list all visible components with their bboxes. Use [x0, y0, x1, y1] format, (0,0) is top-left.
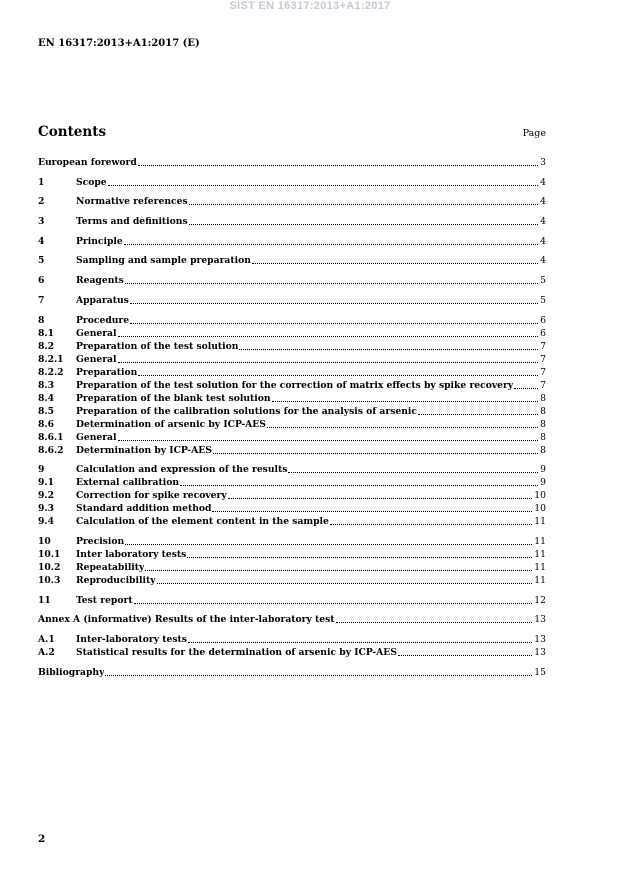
toc-entry-title: Correction for spike recovery — [76, 490, 227, 502]
toc-entry-page: 13 — [534, 633, 546, 645]
toc-leader-dots — [212, 510, 532, 512]
toc-entry-number: 10.1 — [38, 548, 61, 560]
toc-entry-number: 8.2.2 — [38, 366, 64, 378]
toc-entry-number: 2 — [38, 196, 45, 208]
toc-entry-page: 4 — [540, 216, 546, 228]
toc-leader-dots — [145, 569, 532, 571]
toc-entry-title: European foreword — [38, 157, 137, 168]
toc-entry-title: Apparatus — [76, 294, 129, 306]
toc-entry-number: A.1 — [38, 633, 55, 645]
toc-entry-number: 10.3 — [38, 574, 61, 586]
toc-entry-page: 15 — [534, 666, 546, 678]
toc-entry-number: 8.4 — [38, 392, 54, 404]
toc-leader-dots — [418, 413, 538, 415]
toc-entry-title: Preparation of the test solution — [76, 340, 239, 352]
toc-entry-page: 6 — [540, 314, 546, 326]
toc-entry-number: 11 — [38, 594, 51, 606]
toc-entry[interactable] — [38, 561, 546, 574]
toc-leader-dots — [130, 322, 538, 324]
toc-entry-title: Determination by ICP-AES — [76, 444, 212, 456]
toc-leader-dots — [272, 400, 539, 402]
toc-leader-dots — [134, 602, 533, 604]
toc-leader-dots — [288, 471, 538, 473]
toc-entry-number: 8.5 — [38, 405, 54, 417]
toc-entry-number: 10 — [38, 535, 51, 547]
toc-entry-title: Principle — [76, 235, 123, 247]
toc-entry-title: Standard addition method — [76, 503, 212, 515]
toc-leader-dots — [118, 361, 539, 363]
toc-entry-page: 8 — [540, 405, 546, 417]
toc-leader-dots — [330, 523, 532, 525]
toc-leader-dots — [213, 452, 538, 454]
watermark-text: SIST EN 16317:2013+A1:2017 — [229, 0, 391, 12]
toc-entry[interactable] — [38, 613, 546, 626]
toc-entry[interactable] — [38, 431, 546, 444]
toc-entry-page: 8 — [540, 392, 546, 404]
toc-entry-number: 10.2 — [38, 561, 61, 573]
toc-entry-page: 10 — [534, 490, 546, 502]
toc-entry-number: 5 — [38, 255, 45, 267]
toc-entry[interactable] — [38, 633, 546, 646]
toc-entry-number: 8.1 — [38, 327, 54, 339]
toc-leader-dots — [514, 387, 538, 389]
toc-entry-page: 5 — [540, 294, 546, 306]
toc-entry-title: Normative references — [76, 196, 188, 208]
toc-entry-title: Test report — [76, 594, 133, 606]
toc-leader-dots — [228, 497, 533, 499]
toc-entry-title: Statistical results for the determination of arsenic by ICP-AES — [76, 646, 397, 658]
toc-entry-page: 11 — [534, 516, 546, 528]
toc-entry-title: External calibration — [76, 477, 180, 489]
contents-title: Contents — [38, 124, 107, 140]
toc-entry-title: Bibliography — [38, 666, 105, 678]
toc-leader-dots — [118, 439, 539, 441]
toc-leader-dots — [138, 164, 538, 166]
toc-entry-number: 9.3 — [38, 503, 54, 515]
toc-entry[interactable] — [38, 156, 546, 169]
toc-entry-title: Preparation of the blank test solution — [76, 392, 271, 404]
toc-entry[interactable] — [38, 548, 546, 561]
toc-leader-dots — [138, 374, 538, 376]
toc-entry[interactable] — [38, 646, 546, 659]
toc-entry[interactable] — [38, 340, 546, 353]
toc-entry[interactable] — [38, 254, 546, 267]
toc-entry-number: 8 — [38, 314, 45, 326]
toc-entry-page: 11 — [534, 535, 546, 547]
toc-entry-number: 9.1 — [38, 477, 54, 489]
toc-entry-page: 7 — [540, 353, 546, 365]
toc-entry-number: 8.6 — [38, 418, 54, 430]
toc-entry-title: General — [76, 431, 117, 443]
toc-entry[interactable] — [38, 535, 546, 548]
toc-entry-number: 7 — [38, 294, 45, 306]
toc-entry[interactable] — [38, 594, 546, 607]
toc-entry[interactable] — [38, 353, 546, 366]
toc-entry-page: 4 — [540, 255, 546, 267]
toc-leader-dots — [187, 556, 532, 558]
toc-leader-dots — [105, 674, 532, 676]
toc-entry-number: 8.2 — [38, 340, 54, 352]
toc-entry-page: 7 — [540, 366, 546, 378]
toc-entry-title: Procedure — [76, 314, 130, 326]
toc-entry[interactable] — [38, 463, 546, 476]
toc-entry-page: 5 — [540, 275, 546, 287]
toc-entry-number: 1 — [38, 176, 45, 188]
toc-entry-number: 3 — [38, 216, 45, 228]
toc-entry-title: Determination of arsenic by ICP-AES — [76, 418, 266, 430]
toc-entry[interactable] — [38, 502, 546, 515]
toc-entry-page: 4 — [540, 196, 546, 208]
toc-entry-number: 8.6.1 — [38, 431, 64, 443]
toc-leader-dots — [336, 621, 533, 623]
toc-entry-title: Reagents — [76, 275, 124, 287]
toc-entry-page: 9 — [540, 477, 546, 489]
toc-entry-number: 8.3 — [38, 379, 54, 391]
toc-entry-title: Annex A (informative) Results of the inter-laboratory test — [38, 614, 335, 626]
toc-entry-title: General — [76, 327, 117, 339]
toc-entry-title: Preparation of the test solution for the correction of matrix effects by spike recovery — [76, 379, 514, 391]
toc-entry-number: 8.6.2 — [38, 444, 64, 456]
toc-leader-dots — [157, 582, 533, 584]
toc-entry-title: Inter laboratory tests — [76, 548, 187, 560]
document-id: EN 16317:2013+A1:2017 (E) — [38, 38, 200, 49]
toc-entry-page: 7 — [540, 340, 546, 352]
toc-entry-title: Calculation of the element content in the sample — [76, 516, 329, 528]
toc-entry[interactable] — [38, 314, 546, 327]
toc-leader-dots — [118, 335, 539, 337]
toc-entry-number: 9.4 — [38, 516, 54, 528]
toc-leader-dots — [125, 282, 538, 284]
toc-entry-title: Repeatability — [76, 561, 145, 573]
toc-entry[interactable] — [38, 274, 546, 287]
toc-leader-dots — [398, 654, 532, 656]
toc-entry-title: Precision — [76, 535, 125, 547]
page-number: 2 — [38, 833, 46, 845]
toc-entry-page: 3 — [540, 157, 546, 168]
toc-entry-number: A.2 — [38, 646, 55, 658]
toc-leader-dots — [239, 348, 538, 350]
toc-entry-page: 12 — [534, 594, 546, 606]
toc-entry-title: Terms and definitions — [76, 216, 188, 228]
toc-entry-number: 6 — [38, 275, 45, 287]
toc-entry[interactable] — [38, 418, 546, 431]
toc-entry[interactable] — [38, 666, 546, 679]
toc-entry-page: 4 — [540, 176, 546, 188]
toc-entry[interactable] — [38, 327, 546, 340]
toc-entry[interactable] — [38, 405, 546, 418]
toc-leader-dots — [189, 203, 539, 205]
toc-entry-page: 8 — [540, 444, 546, 456]
toc-entry-number: 9.2 — [38, 490, 54, 502]
toc-entry[interactable] — [38, 574, 546, 587]
toc-leader-dots — [188, 641, 532, 643]
toc-entry-page: 6 — [540, 327, 546, 339]
toc-entry-page: 11 — [534, 561, 546, 573]
toc-entry-title: Preparation of the calibration solutions for the analysis of arsenic — [76, 405, 418, 417]
toc-entry-page: 7 — [540, 379, 546, 391]
toc-entry-page: 10 — [534, 503, 546, 515]
toc-entry-number: 8.2.1 — [38, 353, 64, 365]
page-column-label: Page — [522, 128, 546, 139]
toc-entry-number: 4 — [38, 235, 45, 247]
toc-entry[interactable] — [38, 379, 546, 392]
toc-entry-title: Reproducibility — [76, 574, 156, 586]
toc-entry-number: 9 — [38, 464, 45, 476]
toc-entry[interactable] — [38, 392, 546, 405]
toc-entry-title: Scope — [76, 176, 107, 188]
toc-leader-dots — [252, 262, 538, 264]
toc-entry-page: 9 — [540, 464, 546, 476]
toc-leader-dots — [180, 484, 538, 486]
toc-leader-dots — [124, 243, 538, 245]
toc-entry[interactable] — [38, 515, 546, 528]
toc-entry-title: Sampling and sample preparation — [76, 255, 251, 267]
table-of-contents — [38, 156, 546, 679]
toc-entry-title: Calculation and expression of the results — [76, 464, 288, 476]
toc-leader-dots — [130, 302, 538, 304]
toc-entry[interactable] — [38, 444, 546, 457]
toc-entry-page: 8 — [540, 431, 546, 443]
toc-leader-dots — [267, 426, 538, 428]
toc-entry-page: 11 — [534, 548, 546, 560]
toc-entry-title: Preparation — [76, 366, 138, 378]
toc-entry[interactable] — [38, 366, 546, 379]
toc-entry[interactable] — [38, 195, 546, 208]
toc-entry-title: Inter-laboratory tests — [76, 633, 187, 645]
toc-leader-dots — [125, 543, 532, 545]
toc-entry[interactable] — [38, 235, 546, 248]
toc-entry[interactable] — [38, 476, 546, 489]
toc-entry-page: 4 — [540, 235, 546, 247]
toc-entry[interactable] — [38, 489, 546, 502]
toc-entry[interactable] — [38, 215, 546, 228]
toc-entry-title: General — [76, 353, 117, 365]
toc-entry-page: 11 — [534, 574, 546, 586]
toc-entry[interactable] — [38, 176, 546, 189]
toc-entry[interactable] — [38, 294, 546, 307]
toc-entry-page: 13 — [534, 646, 546, 658]
toc-entry-page: 13 — [534, 614, 546, 626]
toc-entry-page: 8 — [540, 418, 546, 430]
toc-leader-dots — [108, 184, 539, 186]
toc-leader-dots — [189, 223, 538, 225]
